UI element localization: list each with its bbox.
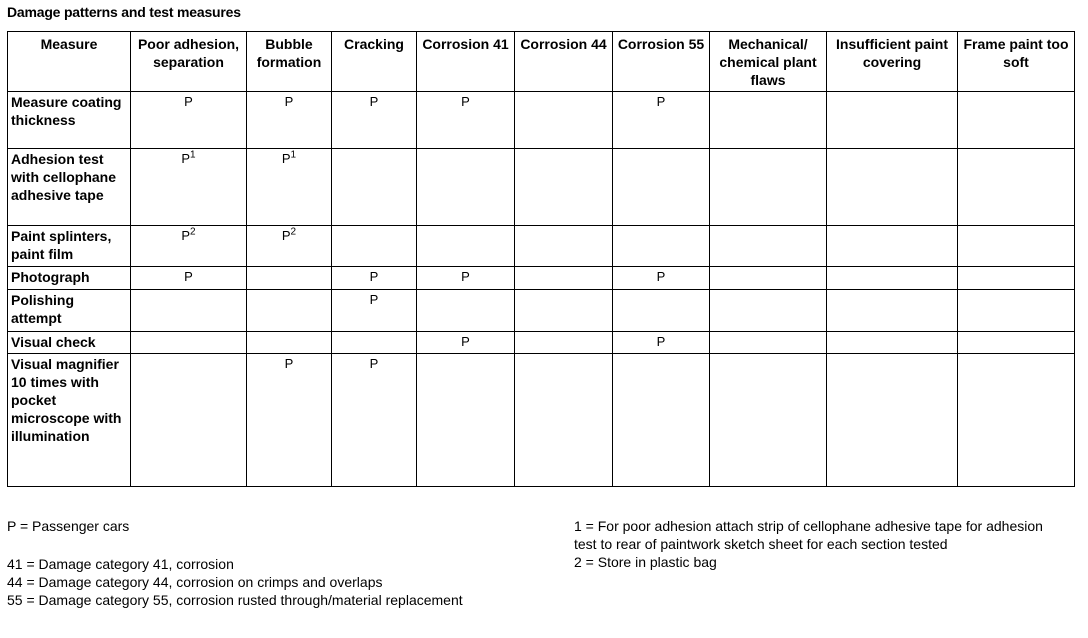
row-measure-label: Adhesion test with cellophane adhesive tape [8, 149, 131, 226]
table-cell [247, 354, 332, 487]
table-cell [417, 92, 515, 149]
table-cell [131, 92, 247, 149]
table-cell [247, 92, 332, 149]
table-cell [332, 226, 417, 267]
cell-mark: P [181, 228, 191, 243]
table-cell [417, 226, 515, 267]
table-cell [613, 354, 710, 487]
table-cell [417, 290, 515, 332]
table-cell [710, 354, 827, 487]
table-cell [247, 149, 332, 226]
damage-measures-table [7, 31, 1075, 487]
cell-mark: P [369, 94, 379, 109]
table-cell [958, 149, 1075, 226]
table-cell [247, 226, 332, 267]
table-cell [710, 267, 827, 290]
header-poor-adhesion: Poor adhesion, separation [131, 32, 247, 92]
table-cell [247, 290, 332, 332]
note-category-55: 55 = Damage category 55, corrosion rusted through/material replacement [7, 592, 463, 608]
table-cell [515, 149, 613, 226]
note-category-41: 41 = Damage category 41, corrosion [7, 556, 234, 572]
cell-mark: P [181, 151, 191, 166]
row-measure-label: Visual check [8, 332, 131, 354]
table-header-row [8, 32, 1075, 92]
table-cell [958, 92, 1075, 149]
table-cell [958, 290, 1075, 332]
table-cell [417, 354, 515, 487]
header-measure: Measure [8, 32, 131, 92]
table-cell [827, 92, 958, 149]
row-measure-label: Polishing attempt [8, 290, 131, 332]
table-cell [827, 332, 958, 354]
cell-mark: P [656, 334, 666, 349]
table-cell [131, 226, 247, 267]
cell-mark: P [184, 94, 193, 109]
table-cell [710, 332, 827, 354]
cell-mark: P [284, 356, 294, 371]
table-cell [515, 226, 613, 267]
table-cell [710, 149, 827, 226]
cell-mark: P [369, 356, 379, 371]
table-cell [515, 354, 613, 487]
legend-notes [7, 517, 467, 609]
table-row [8, 92, 1075, 149]
table-cell [131, 354, 247, 487]
table-cell [131, 290, 247, 332]
table-cell [827, 149, 958, 226]
header-corrosion-44: Corrosion 44 [515, 32, 613, 92]
table-cell [958, 354, 1075, 487]
table-cell [613, 267, 710, 290]
cell-mark: P [461, 94, 470, 109]
table-cell [332, 332, 417, 354]
table-cell [417, 332, 515, 354]
header-mechanical-chemical-flaws: Mechanical/ chemical plant flaws [710, 32, 827, 92]
table-cell [332, 92, 417, 149]
table-cell [515, 290, 613, 332]
note-passenger-cars: P = Passenger cars [7, 518, 130, 534]
cell-mark: P [184, 269, 193, 284]
row-measure-label: Photograph [8, 267, 131, 290]
table-cell [827, 267, 958, 290]
table-cell [131, 149, 247, 226]
table-cell [247, 267, 332, 290]
cell-footnote-ref: 2 [290, 226, 297, 238]
table-cell [827, 354, 958, 487]
table-cell [613, 226, 710, 267]
table-cell [247, 332, 332, 354]
header-cracking: Cracking [332, 32, 417, 92]
cell-footnote-ref: 2 [190, 226, 196, 238]
table-row [8, 226, 1075, 267]
table-cell [613, 149, 710, 226]
header-bubble-formation: Bubble formation [247, 32, 332, 92]
row-measure-label: Visual magnifier 10 times with pocket microscope with illumination [8, 354, 131, 487]
header-corrosion-55: Corrosion 55 [613, 32, 710, 92]
cell-footnote-ref: 1 [190, 149, 196, 161]
table-cell [827, 226, 958, 267]
table-cell [515, 92, 613, 149]
table-cell [710, 92, 827, 149]
header-frame-paint-soft: Frame paint too soft [958, 32, 1075, 92]
table-row [8, 267, 1075, 290]
page-title: Damage patterns and test measures [7, 4, 241, 20]
footnote-2: 2 = Store in plastic bag [574, 554, 717, 570]
header-corrosion-41: Corrosion 41 [417, 32, 515, 92]
table-cell [417, 267, 515, 290]
table-cell [332, 290, 417, 332]
cell-mark: P [656, 94, 666, 109]
table-cell [710, 290, 827, 332]
cell-mark: P [284, 94, 294, 109]
table-cell [613, 290, 710, 332]
table-cell [958, 267, 1075, 290]
table-row [8, 290, 1075, 332]
table-cell [613, 92, 710, 149]
table-cell [131, 267, 247, 290]
table-cell [613, 332, 710, 354]
table-cell [515, 332, 613, 354]
table-row [8, 149, 1075, 226]
cell-mark: P [369, 292, 379, 307]
table-cell [958, 226, 1075, 267]
note-category-44: 44 = Damage category 44, corrosion on crimps and overlaps [7, 574, 383, 590]
row-measure-label: Measure coating thickness [8, 92, 131, 149]
row-measure-label: Paint splinters, paint film [8, 226, 131, 267]
table-cell [332, 267, 417, 290]
footnote-1: 1 = For poor adhesion attach strip of cellophane adhesive tape for adhesion test to rear of paintwork sketch sheet for each section tested [574, 518, 1043, 552]
table-cell [417, 149, 515, 226]
table-cell [827, 290, 958, 332]
table-row [8, 354, 1075, 487]
cell-mark: P [281, 228, 291, 243]
cell-mark: P [461, 334, 470, 349]
table-cell [332, 149, 417, 226]
cell-mark: P [656, 269, 666, 284]
footnotes [574, 517, 1054, 571]
table-cell [958, 332, 1075, 354]
cell-mark: P [281, 151, 291, 166]
table-cell [710, 226, 827, 267]
table-cell [515, 267, 613, 290]
cell-footnote-ref: 1 [290, 149, 297, 161]
table-cell [131, 332, 247, 354]
cell-mark: P [461, 269, 470, 284]
header-insufficient-paint: Insufficient paint covering [827, 32, 958, 92]
cell-mark: P [369, 269, 379, 284]
table-row [8, 332, 1075, 354]
table-cell [332, 354, 417, 487]
